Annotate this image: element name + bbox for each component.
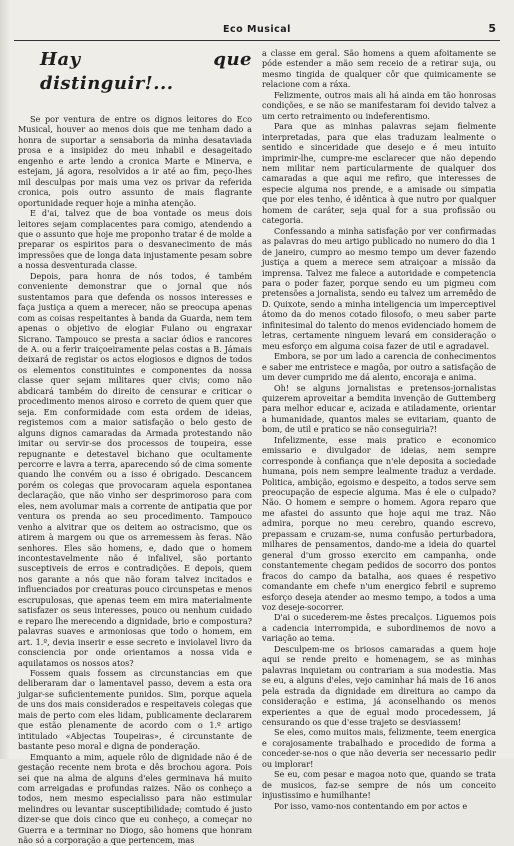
paragraph: Fossem quais fossem as circunstancias em que deliberaram dar o lamentavel passo, devem a esta ora julgar-se suficientemente punidos. Sim, porque aquela de uns dos mais considerados e respeitaveis colegas que mais de perto com eles lidam, publicamente declararem que estão plenamente de acordo com o 1.º artigo intitulado «Abjectas Toupeiras», é circunstante de bastante peso moral e digna de ponderação. [18,668,252,752]
right-column [262,48,496,811]
paragraph: Se eu, com pesar e magoa noto que, quando se trata de musicos, faz-se sempre de nós um conceito injustissimo e humilhante! [262,769,496,801]
paragraph: Oh! se alguns jornalistas e pretensos-jornalistas quizerem aproveitar a bemdita invenção de Guttemberg para melhor educar e, acizada e atiladamente, orientar a humanidade, quantos males se evitariam, quanto de bom, de util e pratico se não conseguiria?! [262,382,496,435]
left-column [18,48,252,846]
page-number: 5 [488,22,496,35]
paragraph: Emquanto a mim, aquele rôlo de dignidade não é de gestação recente nem brota e dês brochou agora. Pois sei que na alma de alguns d'eles germinava há muito com arreigadas e profundas raizes. Não os conheço a todos, nem mesmo especialisso para não estimular melindres ou levantar susceptibilidade; comtudo é justo dizer-se que dois cinco que eu conheço, a começar no Guerra e a terminar no Diogo, são homens que honram não só a corporação a que pertencem, mas [18,751,252,846]
paragraph: Por isso, vamo-nos contentando em por actos e [274,800,468,811]
article-title: Hay que distinguir!... [40,49,252,94]
paragraph: Confessando a minha satisfação por ver confirmadas as palavras do meu artigo publicado no numero do dia 1 de janeiro, cumpro ao mesmo tempo um dever fazendo justiça a quem a merece sem atraiçoar a missão da imprensa. Talvez me falece a autoridade e competencia para o poder fazer, porque sendo eu um pigmeu com pretensões a jornalista, sendo eu talvez um arremêdo de D. Quixote, sendo a minha inteligencia um imperceptivel átomo da do menos cotado filosofo, o meu saber parte infinitesimal do talento do menos evidenciado homem de letras, certamente ninguem levará em consideração o meu esforço em alguma coisa fazer de util e agradavel. [262,225,496,351]
paragraph: Depois, para honra de nós todos, é também conveniente demonstrar que o jornal que nós sustentamos para que defenda os nossos interesses e faça justiça a quem a merecer, não se preocupa apenas com as coisas respeitantes à banda da Guarda, nem tem apenas o objetivo de elogiar Fulano ou engraxar Sicrano. Tampouco se presta a saciar ódios e rancores de A. ou a ferir traiçoeiramente pelas costas a B. Jámais deixará de registar os actos elogiosos e dignos de todos os elementos constituintes e componentes da nossa classe quer sejam militares quer civis; como não abdicará também do direito de censurar e criticar o procedimento menos airoso e correto de quem quer que seja. Em conformidade com esta ordem de ideias, registemos com a maior satisfação o belo gesto de alguns dignos camaradas da Armada protestando não imitar ou servir-se dos processos de toupeira, esse repugnante e detestavel bichano que ocultamente percorre e lavra a terra, aparecendo só de cima somente quando lhe convém ou a isso é obrigado. Descancem porém os colegas que provocaram aquela espontanea declaração, que não vinho ser desprimoroso para com eles, nem avolumar mais a corrente de antipatia que por ventura os prenda ao seu procedimento. Tampouco venho a alvitrar que os deitem ao ostracismo, que os atirem à margem ou que os arremessem às feras. Não senhores. Eles são homens, e, dado que o homem incontestavelmente não é infalivel, são portanto susceptiveis de erros e contradições. E depois, quem nos garante a nós que não foram talvez incitados e influenciados por creaturas pouco circunspetas e menos escrupulosas, que apenas teem em mira materialmente satisfazer os seus interesses, pouco ou nenhum cuidado e reparo lhe merecendo a dignidade, brio e compostura? palavras suaves e armoniosas que todo o homem, em art. 1.º, devia inserir e esse secreto e inviolavel livro da consciencia por onde orientamos a nossa vida e aquilatamos os nossos atos? [18,270,252,668]
paragraph: Felizmente, outros mais ali há ainda em tão honrosas condições, e se não se manifestaram foi devido talvez a um certo retraimento ou indeferentismo. [262,89,496,121]
masthead: Eco Musical [223,24,291,35]
paragraph: Para que as minhas palavras sejam fielmente interpretadas, para que elas traduzam lealmente o sentido e sinceridade que desejo e é meu intuito imprimir-lhe, cumpre-me esclarecer que não dependo nem militar nem particularmente de qualquer dos camaradas a que aqui me refiro, que interesses de especie alguma nos prende, e a amisade ou simpatia que por eles tenho, é idêntica à que nutro por qualquer homem de caráter, seja qual for a sua profissão ou categoria. [262,121,496,226]
paragraph: E d'ai, talvez que de boa vontade os meus dois leitores sejam complacentes para comigo, atendendo a que o assunto que hoje me proponho tratar é de molde a preparar os espiritos para o desvanecimento de más impressões que de longa data injustamente pesam sobre a nossa desventurada classe. [18,208,252,271]
paragraph: Se eles, como muitos mais, felizmente, teem energica e corajosamente trabalhado e procedido de forma a conceder-se-nos o que não deveria ser necessario pedir ou implorar! [262,727,496,769]
paragraph: a classe em geral. São homens a quem afoitamente se póde estender a mão sem receio de a retirar suja, ou mesmo tingida de qualquer côr que quimicamente se relacione com a ráxa. [262,48,496,90]
paragraph: Infelizmente, esse mais pratico e economico emissario e divulgador de ideias, nem sempre corresponde à confiança que n'ele deposita a sociedade humana, pois nem sempre lealmente traduz a verdade. Politica, ambição, egoismo e despeito, a todos serve sem preocupação de especie alguma. Mas é ele o culpado? Não. O homem e sempre o homem. Agora reparo que me afastei do assunto que hoje aqui me traz. Não admira, porque no meu cerebro, quando escrevo, prepassam e cruzam-se, numa confusão perturbadora, milhares de pensamentos, dando-me a ideia do quartel general d'um grosso exercito em campanha, onde constantemente chegam pedidos de socorro dos pontos fracos do campo da batalha, aos quaes é respetivo comandante em chefe n'um energico febril e supremo esforço deseja atender ao mesmo tempo, a todos a uma voz deseje-socorrer. [262,434,496,613]
paragraph: Se por ventura de entre os dignos leitores do Eco Musical, houver ao menos dois que me tenham dado a honra de suportar a sensaboria da minha desataviada prosa e a insipidez do meu inhabil e desageitado engenho e arte lendo a cronica Marte e Minerva, e estejam, já agora, resolvidos a ir até ao fim, peço-lhes mil desculpas por mais uma vez os privar da referida cronica, pois outro assunto de mais flagrante oportunidade requer hoje a minha atenção. [18,114,252,208]
page-edge-shadow [0,0,10,759]
page-header [14,24,500,41]
paragraph: Embora, se por um lado a carencia de conhecimentos e saber me entristece e magôa, por outro a satisfação de um dever cumprido me dá alento, encoraja e anima. [262,351,496,383]
paragraph: D'ai o sucederem-me êstes precalços. Liguemos pois a cadencia interrompida, e subordinemos de novo a variação ao tema. [262,612,496,644]
paragraph: Desculpem-me os briosos camaradas a quem hoje aqui se rende preito e homenagem, se as minhas palavras inquietam ou contrariam a sua modestia. Mas se eu, a alguns d'eles, vejo caminhar há mais de 16 anos pela estrada da dignidade em direitura ao campo da consideração e estima, já aconselhando os menos experientes a que de egual modo procedessem, já censurando os que d'esse trajeto se desviassem! [262,643,496,727]
